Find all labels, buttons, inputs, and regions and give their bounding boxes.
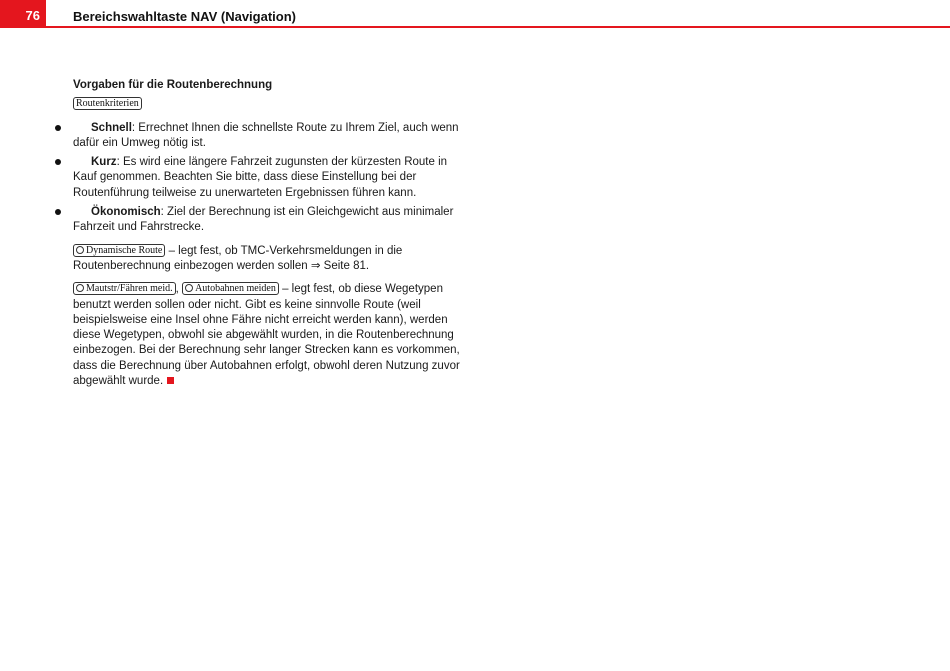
page-number: 76 bbox=[0, 0, 46, 28]
key-label: Autobahnen meiden bbox=[195, 283, 276, 295]
route-options-list bbox=[73, 121, 463, 236]
section-title: Vorgaben für die Routenberechnung bbox=[73, 79, 273, 91]
key-label: Mautstr/Fähren meid. bbox=[86, 283, 173, 295]
page-header bbox=[0, 0, 950, 28]
list-item-kurz bbox=[73, 155, 463, 201]
paragraph-text: – legt fest, ob TMC-Verkehrsmeldungen in die Routenberechnung einbezogen werden sollen ⇒ Seite 81. bbox=[73, 244, 403, 272]
list-item-oekonomisch bbox=[73, 205, 463, 236]
radio-icon bbox=[76, 246, 84, 254]
mautstr-faehren-key bbox=[73, 282, 176, 295]
list-item-schnell bbox=[73, 121, 463, 152]
option-description: : Es wird eine längere Fahrzeit zugunsten der kürzesten Route in Kauf genommen. Beachten Sie bitte, dass diese Einstellung bei der Routenführung teilweise zu unerwarteten Ergebnissen führen kann. bbox=[73, 156, 448, 199]
dynamic-route-paragraph bbox=[73, 244, 463, 275]
option-description: : Ziel der Berechnung ist ein Gleichgewicht aus minimaler Fahrzeit und Fahrstrecke. bbox=[73, 206, 454, 234]
paragraph-text: – legt fest, ob diese Wegetypen benutzt werden sollen oder nicht. Gibt es keine sinnvolle Route (weil beispielsweise eine Insel ohne Fähre nicht erreicht werden kann), werden diese Wegetypen, obwohl sie abgewählt wurden, in die Routenberechnung einbezogen. Bei der Berechnung sehr langer Strecken kann es vorkommen, dass die Berechnung über Autobahnen erfolgt, obwohl deren Nutzung zuvor abgewählt wurde. bbox=[73, 283, 460, 388]
option-term: Ökonomisch bbox=[91, 206, 161, 219]
option-description: : Errechnet Ihnen die schnellste Route zu Ihrem Ziel, auch wenn dafür ein Umweg nötig ist. bbox=[73, 121, 459, 149]
avoid-roads-paragraph bbox=[73, 282, 463, 389]
bullet-icon bbox=[55, 209, 61, 215]
key-label: Dynamische Route bbox=[86, 244, 163, 256]
radio-icon bbox=[76, 284, 84, 292]
header-rule bbox=[46, 26, 950, 28]
option-term: Schnell bbox=[91, 121, 132, 134]
separator: , bbox=[175, 283, 179, 296]
dynamische-route-key bbox=[73, 244, 165, 257]
option-term: Kurz bbox=[91, 156, 117, 169]
main-content bbox=[73, 78, 463, 389]
page-title: Bereichswahltaste NAV (Navigation) bbox=[73, 9, 296, 24]
bullet-icon bbox=[55, 159, 61, 165]
bullet-icon bbox=[55, 125, 61, 131]
routenkriterien-key: Routenkriterien bbox=[73, 97, 142, 110]
autobahnen-meiden-key bbox=[182, 282, 279, 295]
end-of-section-icon bbox=[167, 377, 174, 384]
radio-icon bbox=[185, 284, 193, 292]
